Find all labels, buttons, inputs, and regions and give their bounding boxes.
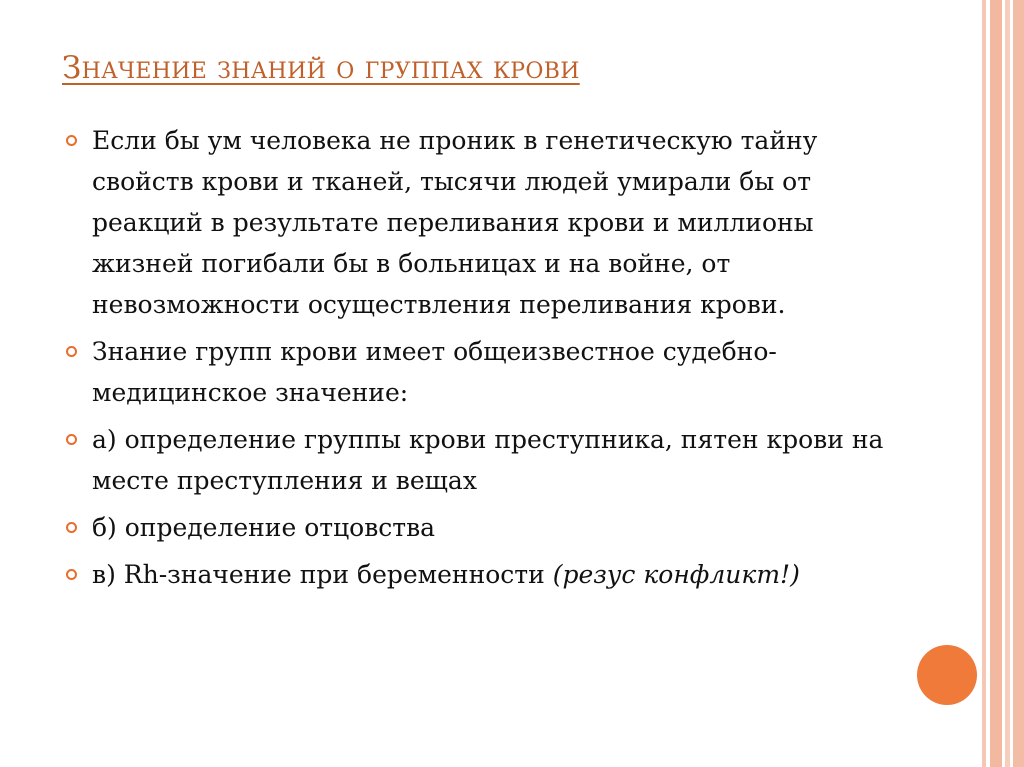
bullet-ring-icon <box>66 346 77 357</box>
bullet-text: а) определение группы крови преступника, пятен крови на месте преступления и вещах <box>92 425 884 495</box>
bullet-item <box>60 507 920 548</box>
bullet-item <box>60 554 920 595</box>
decorative-circle <box>917 645 977 705</box>
decorative-stripe <box>990 0 1002 767</box>
slide-title: Значение знаний о группах крови <box>62 50 580 86</box>
decorative-stripe <box>1013 0 1024 767</box>
decorative-stripe <box>1005 0 1010 767</box>
bullet-text: Если бы ум человека не проник в генетическую тайну свойств крови и тканей, тысячи людей умирали бы от реакций в результате переливания крови и миллионы жизней погибали бы в больницах и на войне, от невозможности осуществления переливания крови. <box>92 126 818 319</box>
bullet-ring-icon <box>66 522 77 533</box>
bullet-italic-note: (резус конфликт!) <box>552 560 800 589</box>
bullet-text: Знание групп крови имеет общеизвестное судебно-медицинское значение: <box>92 337 777 407</box>
bullet-item <box>60 419 920 501</box>
bullet-item <box>60 120 920 325</box>
bullet-ring-icon <box>66 135 77 146</box>
bullet-text: б) определение отцовства <box>92 513 436 542</box>
decorative-stripe <box>982 0 986 767</box>
bullet-list <box>60 120 920 601</box>
bullet-text: в) Rh-значение при беременности <box>92 560 553 589</box>
bullet-ring-icon <box>66 434 77 445</box>
bullet-ring-icon <box>66 569 77 580</box>
bullet-item <box>60 331 920 413</box>
